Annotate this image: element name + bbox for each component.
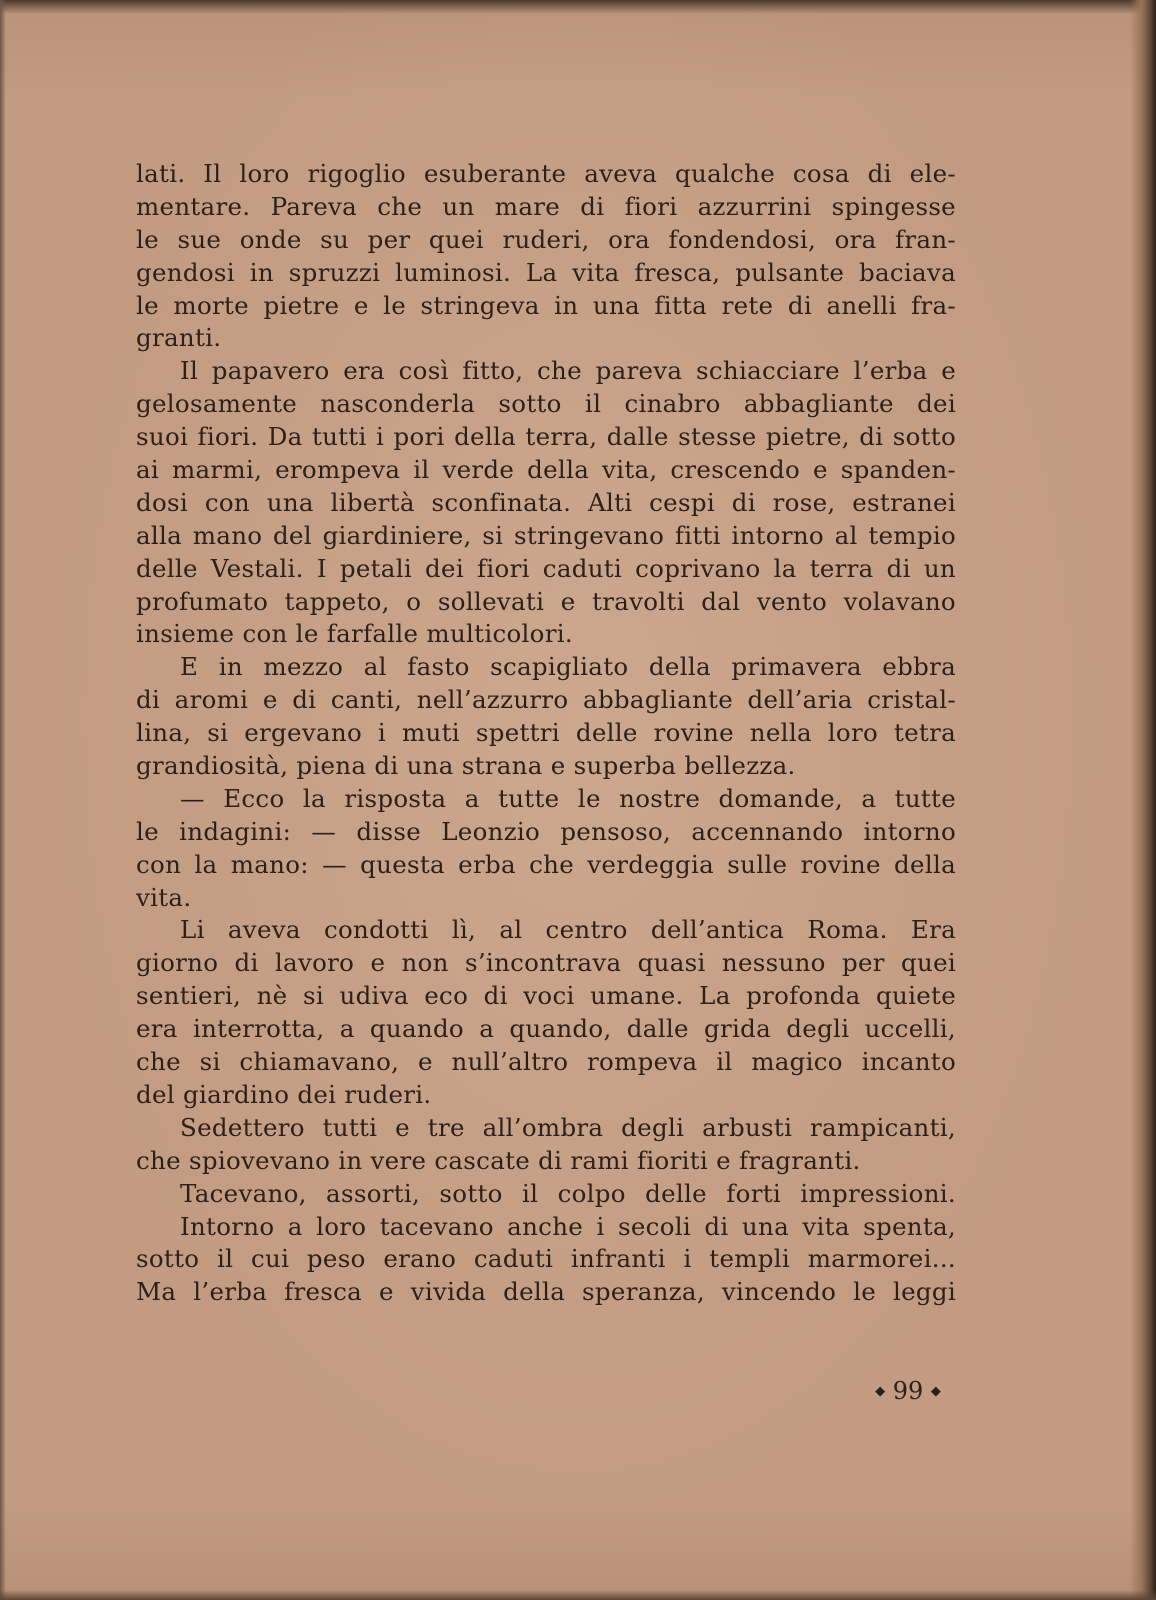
page-number (868, 1377, 948, 1405)
text-line: giorno di lavoro e non s’incontrava quasi nessuno per quei (136, 948, 956, 978)
page-top-edge (0, 0, 1156, 14)
text-line: granti. (136, 323, 222, 353)
text-line: con la mano: — questa erba che verdeggia sulle rovine della (136, 849, 956, 879)
text-line: — Ecco la risposta a tutte le nostre domande, a tutte (180, 783, 956, 813)
text-line: Li aveva condotti lì, al centro dell’antica Roma. Era (180, 915, 956, 945)
text-line: era interrotta, a quando a quando, dalle grida degli uccelli, (136, 1014, 956, 1044)
text-line: lati. Il loro rigoglio esuberante aveva qualche cosa di ele- (136, 159, 956, 188)
text-line: grandiosità, piena di una strana e superba bellezza. (136, 751, 796, 781)
text-line: mentare. Pareva che un mare di fiori azzurrini spingesse (136, 191, 956, 221)
page-left-edge (0, 0, 6, 1600)
text-line: le indagini: — disse Leonzio pensoso, accennando intorno (136, 816, 956, 846)
text-line: profumato tappeto, o sollevati e travolti dal vento volavano (136, 586, 956, 616)
text-line: le morte pietre e le stringeva in una fitta rete di anelli fra- (136, 290, 956, 320)
page-bottom-edge (0, 1590, 1156, 1600)
text-line: Intorno a loro tacevano anche i secoli di una vita spenta, (180, 1211, 956, 1241)
left-ornament-icon: ◆ (875, 1384, 886, 1399)
text-line: delle Vestali. I petali dei fiori caduti coprivano la terra di un (136, 553, 956, 583)
text-line: che si chiamavano, e null’altro rompeva il magico incanto (136, 1047, 956, 1077)
text-line: alla mano del giardiniere, si stringevano fitti intorno al tempio (136, 520, 956, 550)
text-line: gendosi in spruzzi luminosi. La vita fresca, pulsante baciava (136, 257, 956, 287)
text-line: suoi fiori. Da tutti i pori della terra, dalle stesse pietre, di sotto (136, 422, 956, 452)
text-line: gelosamente nasconderla sotto il cinabro abbagliante dei (136, 389, 956, 419)
text-line: ai marmi, erompeva il verde della vita, crescendo e spanden- (136, 455, 956, 485)
text-line: Ma l’erba fresca e vivida della speranza, vincendo le leggi (136, 1277, 956, 1307)
text-line: sentieri, nè si udiva eco di voci umane. La profonda quiete (136, 981, 956, 1011)
body-text (136, 158, 956, 1309)
text-line: insieme con le farfalle multicolori. (136, 619, 573, 649)
text-line: Sedettero tutti e tre all’ombra degli arbusti rampicanti, (180, 1112, 956, 1142)
text-line: dosi con una libertà sconfinata. Alti cespi di rose, estranei (136, 487, 956, 517)
text-line: del giardino dei ruderi. (136, 1079, 432, 1109)
text-line: che spiovevano in vere cascate di rami fioriti e fragranti. (136, 1145, 861, 1175)
text-line: sotto il cui peso erano caduti infranti i templi marmorei... (136, 1244, 956, 1274)
text-line: di aromi e di canti, nell’azzurro abbagliante dell’aria cristal- (136, 685, 956, 715)
right-ornament-icon: ◆ (930, 1384, 941, 1399)
text-line: E in mezzo al fasto scapigliato della primavera ebbra (180, 652, 956, 682)
page-number-value: 99 (892, 1377, 924, 1405)
page-right-edge (1130, 0, 1156, 1600)
text-line: Il papavero era così fitto, che pareva schiacciare l’erba e (180, 356, 956, 386)
text-line: lina, si ergevano i muti spettri delle rovine nella loro tetra (136, 718, 956, 748)
text-line: vita. (136, 882, 192, 912)
text-line: le sue onde su per quei ruderi, ora fondendosi, ora fran- (136, 224, 956, 254)
text-line: Tacevano, assorti, sotto il colpo delle forti impressioni. (180, 1178, 956, 1208)
